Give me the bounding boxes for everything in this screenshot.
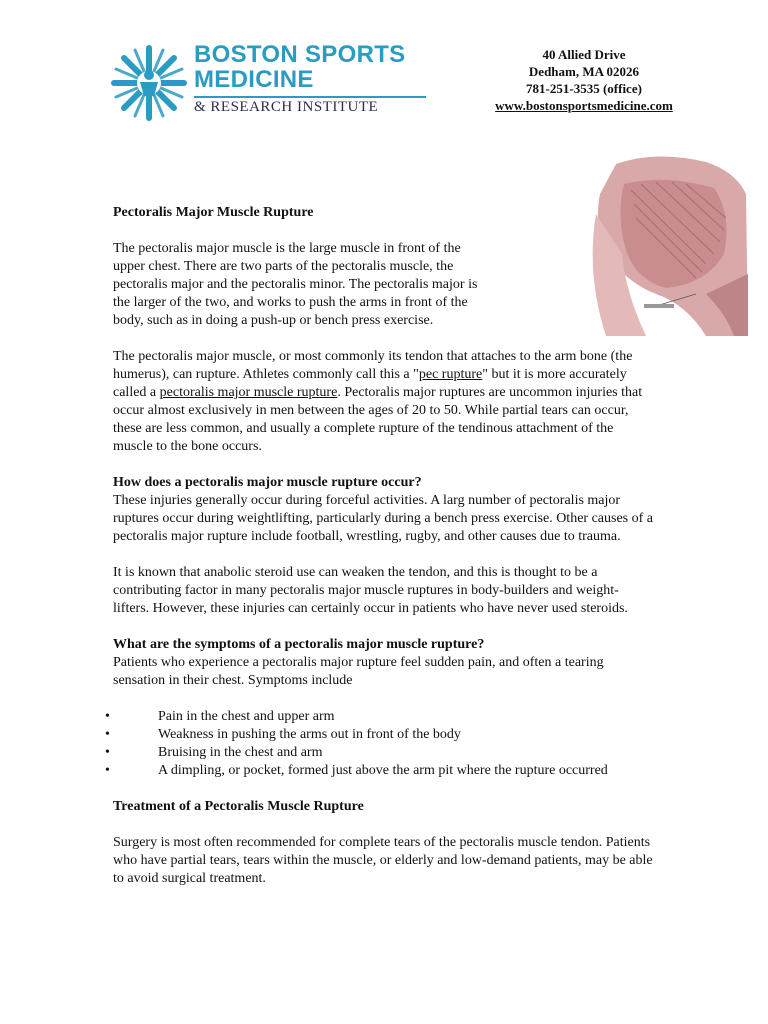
symptom-list <box>113 708 653 780</box>
pec-rupture-link[interactable]: pec rupture <box>418 367 483 382</box>
website-link[interactable]: www.bostonsportsmedicine.com <box>495 98 673 113</box>
address-phone: 781-251-3535 (office) <box>526 81 642 96</box>
treatment-paragraph: Surgery is most often recommended for complete tears of the pectoralis muscle tendon. Patients who have partial tears, tears within the muscle, or elderly and low-demand patients, may be able to avoid surgical treatment. <box>113 835 653 886</box>
address-city: Dedham, MA 02026 <box>528 64 640 79</box>
steroid-paragraph: It is known that anabolic steroid use can weaken the tendon, and this is thought to be a contributing factor in many pectoralis major muscle ruptures in body-builders and weight-lifters. However, these injuries can certainly occur in patients who have never used steroids. <box>113 565 628 616</box>
address-street: 40 Allied Drive <box>542 47 626 62</box>
logo-line-3: & RESEARCH INSTITUTE <box>194 99 379 115</box>
logo-line-2: MEDICINE <box>194 66 314 93</box>
section-heading-occur: How does a pectoralis major muscle rupture occur? <box>113 475 422 490</box>
list-item: • Pain in the chest and upper arm <box>113 708 653 726</box>
symptoms-paragraph: Patients who experience a pectoralis major rupture feel sudden pain, and often a tearing sensation in their chest. Symptoms include <box>113 655 604 688</box>
section-heading-treatment: Treatment of a Pectoralis Muscle Rupture <box>113 799 364 814</box>
contact-address <box>474 46 694 114</box>
list-item: • Bruising in the chest and arm <box>113 744 653 762</box>
section-heading-symptoms: What are the symptoms of a pectoralis major muscle rupture? <box>113 637 485 652</box>
article-title: Pectoralis Major Muscle Rupture <box>113 205 314 220</box>
list-item: • Weakness in pushing the arms out in front of the body <box>113 726 653 744</box>
intro-paragraph: The pectoralis major muscle is the large muscle in front of the upper chest. There are two parts of the pectoralis muscle, the pectoralis major and the pectoralis minor. The pectoralis major is the larger of the two, and works to push the arms in front of the body, such as in doing a push-up or bench press exercise. <box>113 241 478 328</box>
logo-wordmark <box>194 42 406 92</box>
brand-logo <box>110 42 430 122</box>
rupture-paragraph: The pectoralis major muscle, or most commonly its tendon that attaches to the arm bone (the humerus), can rupture. Athletes commonly call this a "pec rupture" but it is more accurately called a pectoralis major muscle rupture. Pectoralis major ruptures are uncommon injuries that occur almost exclusively in men between the ages of 20 to 50. While partial tears can occur, these are less common, and usually a complete rupture of the tendinous attachment of the muscle to the bone occurs. <box>113 349 643 454</box>
occur-paragraph: These injuries generally occur during forceful activities. A larg number of pectoralis major ruptures occur during weightlifting, particularly during a bench press exercise. Other causes of a pectoralis major rupture include football, wrestling, rugby, and other causes due to trauma. <box>113 493 653 544</box>
list-item: • A dimpling, or pocket, formed just above the arm pit where the rupture occurred <box>113 762 653 780</box>
starburst-figure-icon <box>110 44 188 122</box>
logo-line-1: BOSTON SPORTS <box>194 41 406 68</box>
pectoralis-rupture-link[interactable]: pectoralis major muscle rupture <box>159 385 338 400</box>
article-body <box>113 204 653 888</box>
